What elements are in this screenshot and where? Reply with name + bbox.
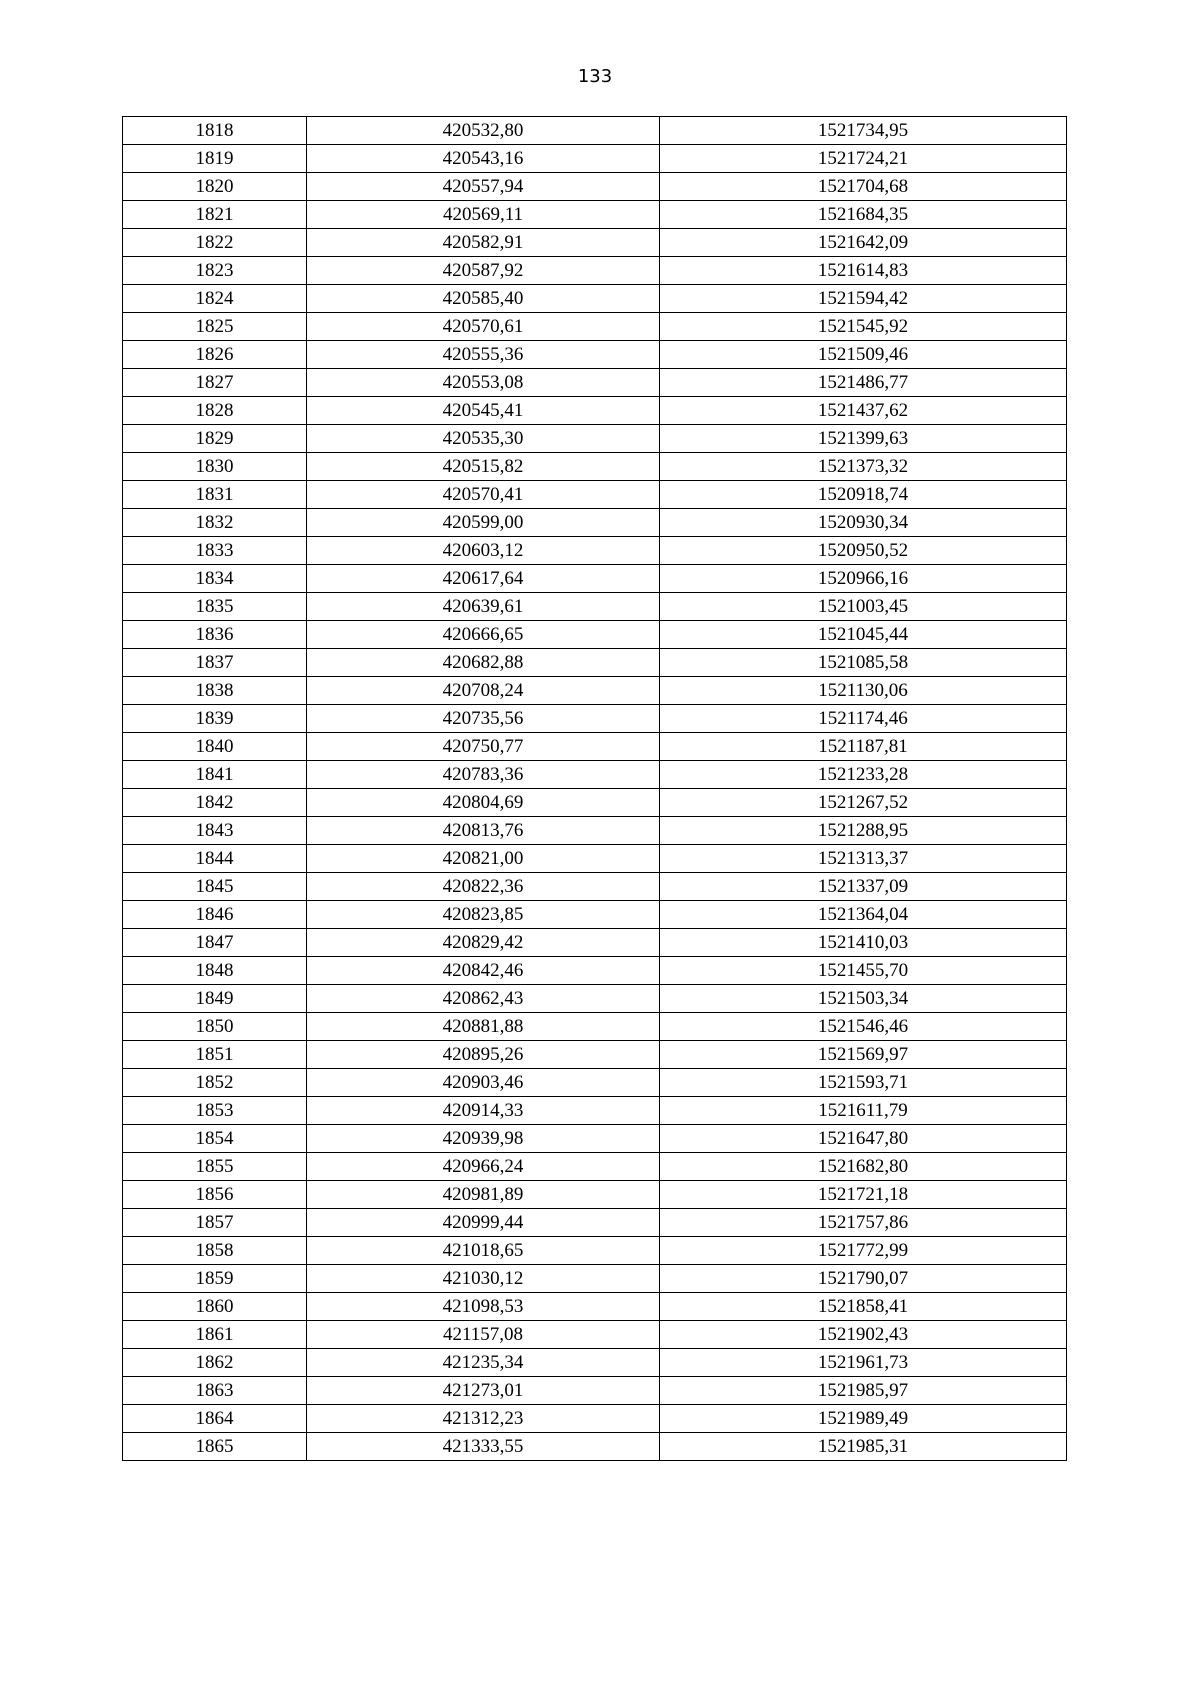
table-row [123, 649, 1067, 677]
x-coordinate-cell: 420555,36 [307, 341, 660, 369]
x-coordinate-cell: 420666,65 [307, 621, 660, 649]
table-row [123, 537, 1067, 565]
point-number-cell: 1852 [123, 1069, 307, 1097]
table-row [123, 285, 1067, 313]
x-coordinate-cell: 421018,65 [307, 1237, 660, 1265]
y-coordinate-cell: 1521486,77 [660, 369, 1067, 397]
table-row [123, 733, 1067, 761]
table-row [123, 1097, 1067, 1125]
y-coordinate-cell: 1521985,31 [660, 1433, 1067, 1461]
table-row [123, 621, 1067, 649]
x-coordinate-cell: 420617,64 [307, 565, 660, 593]
y-coordinate-cell: 1521130,06 [660, 677, 1067, 705]
point-number-cell: 1829 [123, 425, 307, 453]
x-coordinate-cell: 421312,23 [307, 1405, 660, 1433]
point-number-cell: 1844 [123, 845, 307, 873]
table-row [123, 565, 1067, 593]
point-number-cell: 1826 [123, 341, 307, 369]
x-coordinate-cell: 420639,61 [307, 593, 660, 621]
point-number-cell: 1833 [123, 537, 307, 565]
x-coordinate-cell: 420783,36 [307, 761, 660, 789]
page-number: 133 [577, 66, 613, 87]
point-number-cell: 1840 [123, 733, 307, 761]
point-number-cell: 1820 [123, 173, 307, 201]
x-coordinate-cell: 420515,82 [307, 453, 660, 481]
x-coordinate-cell: 420842,46 [307, 957, 660, 985]
y-coordinate-cell: 1521085,58 [660, 649, 1067, 677]
x-coordinate-cell: 420823,85 [307, 901, 660, 929]
x-coordinate-cell: 420914,33 [307, 1097, 660, 1125]
x-coordinate-cell: 420804,69 [307, 789, 660, 817]
table-row [123, 677, 1067, 705]
y-coordinate-cell: 1520950,52 [660, 537, 1067, 565]
point-number-cell: 1854 [123, 1125, 307, 1153]
x-coordinate-cell: 421273,01 [307, 1377, 660, 1405]
table-row [123, 985, 1067, 1013]
x-coordinate-cell: 420750,77 [307, 733, 660, 761]
point-number-cell: 1845 [123, 873, 307, 901]
point-number-cell: 1838 [123, 677, 307, 705]
table-row [123, 1237, 1067, 1265]
y-coordinate-cell: 1521858,41 [660, 1293, 1067, 1321]
y-coordinate-cell: 1521961,73 [660, 1349, 1067, 1377]
x-coordinate-cell: 420682,88 [307, 649, 660, 677]
point-number-cell: 1831 [123, 481, 307, 509]
x-coordinate-cell: 420543,16 [307, 145, 660, 173]
x-coordinate-cell: 420535,30 [307, 425, 660, 453]
point-number-cell: 1821 [123, 201, 307, 229]
point-number-cell: 1850 [123, 1013, 307, 1041]
y-coordinate-cell: 1520930,34 [660, 509, 1067, 537]
point-number-cell: 1863 [123, 1377, 307, 1405]
table-row [123, 901, 1067, 929]
x-coordinate-cell: 421235,34 [307, 1349, 660, 1377]
y-coordinate-cell: 1520966,16 [660, 565, 1067, 593]
table-row [123, 257, 1067, 285]
y-coordinate-cell: 1521045,44 [660, 621, 1067, 649]
point-number-cell: 1851 [123, 1041, 307, 1069]
point-number-cell: 1824 [123, 285, 307, 313]
point-number-cell: 1864 [123, 1405, 307, 1433]
y-coordinate-cell: 1521288,95 [660, 817, 1067, 845]
table-row [123, 593, 1067, 621]
y-coordinate-cell: 1521989,49 [660, 1405, 1067, 1433]
y-coordinate-cell: 1521593,71 [660, 1069, 1067, 1097]
point-number-cell: 1846 [123, 901, 307, 929]
y-coordinate-cell: 1521003,45 [660, 593, 1067, 621]
table-row [123, 229, 1067, 257]
x-coordinate-cell: 420862,43 [307, 985, 660, 1013]
x-coordinate-cell: 420829,42 [307, 929, 660, 957]
x-coordinate-cell: 420553,08 [307, 369, 660, 397]
x-coordinate-cell: 420587,92 [307, 257, 660, 285]
y-coordinate-cell: 1521337,09 [660, 873, 1067, 901]
y-coordinate-cell: 1521233,28 [660, 761, 1067, 789]
point-number-cell: 1836 [123, 621, 307, 649]
y-coordinate-cell: 1521399,63 [660, 425, 1067, 453]
x-coordinate-cell: 421098,53 [307, 1293, 660, 1321]
y-coordinate-cell: 1521614,83 [660, 257, 1067, 285]
x-coordinate-cell: 420895,26 [307, 1041, 660, 1069]
point-number-cell: 1827 [123, 369, 307, 397]
y-coordinate-cell: 1521364,04 [660, 901, 1067, 929]
x-coordinate-cell: 420585,40 [307, 285, 660, 313]
table-row [123, 705, 1067, 733]
table-row [123, 1349, 1067, 1377]
table-row [123, 1041, 1067, 1069]
x-coordinate-cell: 420582,91 [307, 229, 660, 257]
table-row [123, 509, 1067, 537]
point-number-cell: 1835 [123, 593, 307, 621]
x-coordinate-cell: 420532,80 [307, 117, 660, 145]
x-coordinate-cell: 420821,00 [307, 845, 660, 873]
y-coordinate-cell: 1521373,32 [660, 453, 1067, 481]
x-coordinate-cell: 420569,11 [307, 201, 660, 229]
table-row [123, 1069, 1067, 1097]
point-number-cell: 1837 [123, 649, 307, 677]
table-row [123, 341, 1067, 369]
table-row [123, 1153, 1067, 1181]
table-row [123, 145, 1067, 173]
y-coordinate-cell: 1521313,37 [660, 845, 1067, 873]
y-coordinate-cell: 1521546,46 [660, 1013, 1067, 1041]
table-row [123, 873, 1067, 901]
table-row [123, 397, 1067, 425]
y-coordinate-cell: 1521772,99 [660, 1237, 1067, 1265]
point-number-cell: 1860 [123, 1293, 307, 1321]
x-coordinate-cell: 420557,94 [307, 173, 660, 201]
x-coordinate-cell: 420570,61 [307, 313, 660, 341]
point-number-cell: 1819 [123, 145, 307, 173]
y-coordinate-cell: 1521647,80 [660, 1125, 1067, 1153]
x-coordinate-cell: 421157,08 [307, 1321, 660, 1349]
point-number-cell: 1857 [123, 1209, 307, 1237]
y-coordinate-cell: 1521503,34 [660, 985, 1067, 1013]
table-row [123, 929, 1067, 957]
y-coordinate-cell: 1521790,07 [660, 1265, 1067, 1293]
y-coordinate-cell: 1521410,03 [660, 929, 1067, 957]
table-row [123, 1125, 1067, 1153]
x-coordinate-cell: 420903,46 [307, 1069, 660, 1097]
table-row [123, 481, 1067, 509]
point-number-cell: 1849 [123, 985, 307, 1013]
y-coordinate-cell: 1521684,35 [660, 201, 1067, 229]
point-number-cell: 1842 [123, 789, 307, 817]
table-row [123, 1181, 1067, 1209]
table-row [123, 1209, 1067, 1237]
y-coordinate-cell: 1521509,46 [660, 341, 1067, 369]
y-coordinate-cell: 1521569,97 [660, 1041, 1067, 1069]
table-row [123, 173, 1067, 201]
table-row [123, 789, 1067, 817]
point-number-cell: 1834 [123, 565, 307, 593]
point-number-cell: 1843 [123, 817, 307, 845]
point-number-cell: 1830 [123, 453, 307, 481]
point-number-cell: 1856 [123, 1181, 307, 1209]
point-number-cell: 1859 [123, 1265, 307, 1293]
point-number-cell: 1823 [123, 257, 307, 285]
point-number-cell: 1848 [123, 957, 307, 985]
y-coordinate-cell: 1521594,42 [660, 285, 1067, 313]
point-number-cell: 1862 [123, 1349, 307, 1377]
y-coordinate-cell: 1521187,81 [660, 733, 1067, 761]
table-row [123, 117, 1067, 145]
point-number-cell: 1858 [123, 1237, 307, 1265]
table-row [123, 1293, 1067, 1321]
y-coordinate-cell: 1521174,46 [660, 705, 1067, 733]
table-row [123, 201, 1067, 229]
table-row [123, 1265, 1067, 1293]
y-coordinate-cell: 1521545,92 [660, 313, 1067, 341]
x-coordinate-cell: 420939,98 [307, 1125, 660, 1153]
y-coordinate-cell: 1521724,21 [660, 145, 1067, 173]
x-coordinate-cell: 420813,76 [307, 817, 660, 845]
table-row [123, 369, 1067, 397]
point-number-cell: 1841 [123, 761, 307, 789]
x-coordinate-cell: 420708,24 [307, 677, 660, 705]
table-row [123, 425, 1067, 453]
table-row [123, 1321, 1067, 1349]
table-row [123, 845, 1067, 873]
table-row [123, 1405, 1067, 1433]
point-number-cell: 1818 [123, 117, 307, 145]
y-coordinate-cell: 1521437,62 [660, 397, 1067, 425]
x-coordinate-cell: 420735,56 [307, 705, 660, 733]
point-number-cell: 1839 [123, 705, 307, 733]
table-row [123, 1013, 1067, 1041]
y-coordinate-cell: 1521721,18 [660, 1181, 1067, 1209]
point-number-cell: 1865 [123, 1433, 307, 1461]
x-coordinate-cell: 421333,55 [307, 1433, 660, 1461]
y-coordinate-cell: 1521902,43 [660, 1321, 1067, 1349]
table-row [123, 1377, 1067, 1405]
point-number-cell: 1861 [123, 1321, 307, 1349]
y-coordinate-cell: 1521682,80 [660, 1153, 1067, 1181]
y-coordinate-cell: 1520918,74 [660, 481, 1067, 509]
x-coordinate-cell: 420603,12 [307, 537, 660, 565]
point-number-cell: 1822 [123, 229, 307, 257]
point-number-cell: 1853 [123, 1097, 307, 1125]
y-coordinate-cell: 1521611,79 [660, 1097, 1067, 1125]
x-coordinate-cell: 420570,41 [307, 481, 660, 509]
table-row [123, 453, 1067, 481]
table-row [123, 313, 1067, 341]
x-coordinate-cell: 420545,41 [307, 397, 660, 425]
table-row [123, 761, 1067, 789]
x-coordinate-cell: 420881,88 [307, 1013, 660, 1041]
point-number-cell: 1825 [123, 313, 307, 341]
table-row [123, 957, 1067, 985]
x-coordinate-cell: 420966,24 [307, 1153, 660, 1181]
x-coordinate-cell: 421030,12 [307, 1265, 660, 1293]
y-coordinate-cell: 1521704,68 [660, 173, 1067, 201]
y-coordinate-cell: 1521455,70 [660, 957, 1067, 985]
x-coordinate-cell: 420981,89 [307, 1181, 660, 1209]
table-row [123, 1433, 1067, 1461]
point-number-cell: 1847 [123, 929, 307, 957]
x-coordinate-cell: 420822,36 [307, 873, 660, 901]
table-row [123, 817, 1067, 845]
y-coordinate-cell: 1521734,95 [660, 117, 1067, 145]
y-coordinate-cell: 1521642,09 [660, 229, 1067, 257]
y-coordinate-cell: 1521757,86 [660, 1209, 1067, 1237]
x-coordinate-cell: 420599,00 [307, 509, 660, 537]
point-number-cell: 1832 [123, 509, 307, 537]
coordinates-table-body [123, 117, 1067, 1461]
point-number-cell: 1828 [123, 397, 307, 425]
y-coordinate-cell: 1521267,52 [660, 789, 1067, 817]
coordinates-table [122, 116, 1067, 1461]
x-coordinate-cell: 420999,44 [307, 1209, 660, 1237]
point-number-cell: 1855 [123, 1153, 307, 1181]
y-coordinate-cell: 1521985,97 [660, 1377, 1067, 1405]
